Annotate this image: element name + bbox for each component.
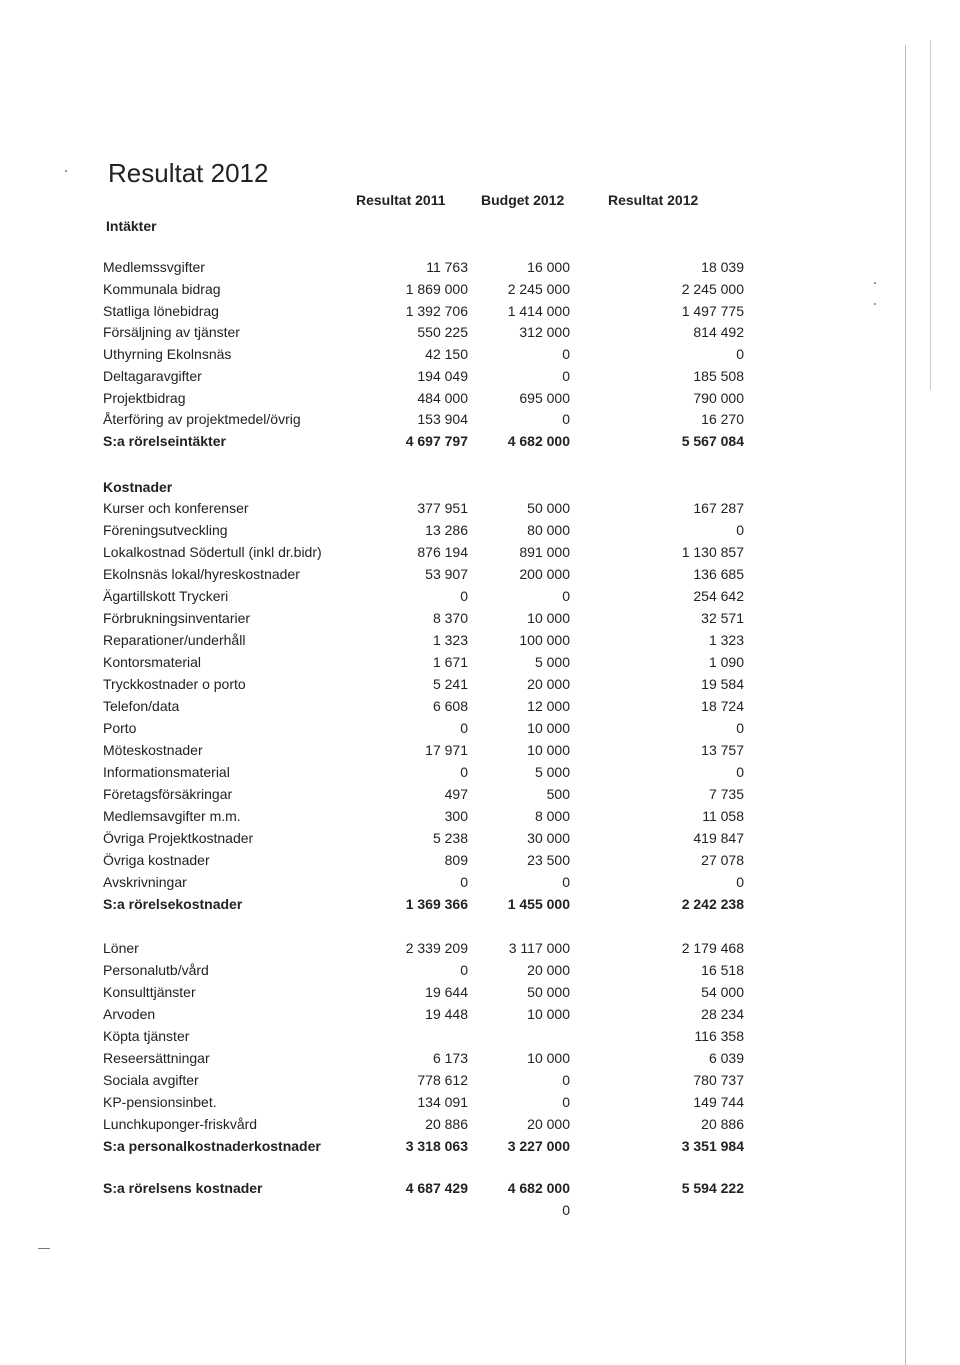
value-resultat-2012: 1 497 775 (681, 303, 744, 319)
value-resultat-2012: 28 234 (701, 1006, 744, 1022)
scan-speck (874, 282, 876, 284)
row-label: Möteskostnader (103, 742, 203, 758)
value-resultat-2011: 13 286 (425, 522, 468, 538)
table-row (0, 259, 960, 279)
value-budget-2012: 0 (562, 1094, 570, 1110)
value-resultat-2011: 497 (444, 786, 468, 802)
column-header-resultat-2012: Resultat 2012 (608, 192, 699, 208)
row-label: S:a personalkostnaderkostnader (103, 1138, 321, 1154)
row-label: Övriga kostnader (103, 852, 210, 868)
table-row (0, 1116, 960, 1136)
table-row (0, 1072, 960, 1092)
row-label: Avskrivningar (103, 874, 187, 890)
value-budget-2012: 1 455 000 (507, 896, 570, 912)
value-resultat-2012: 1 130 857 (681, 544, 744, 560)
table-row (0, 676, 960, 696)
value-resultat-2012: 3 351 984 (681, 1138, 744, 1154)
row-label: Medlemsavgifter m.m. (103, 808, 241, 824)
value-budget-2012: 1 414 000 (507, 303, 570, 319)
value-resultat-2011: 153 904 (417, 411, 468, 427)
value-resultat-2012: 6 039 (708, 1050, 744, 1066)
value-resultat-2012: 5 594 222 (681, 1180, 744, 1196)
value-resultat-2012: 5 567 084 (681, 433, 744, 449)
value-resultat-2012: 780 737 (693, 1072, 744, 1088)
value-resultat-2012: 1 090 (708, 654, 744, 670)
value-resultat-2011: 3 318 063 (405, 1138, 468, 1154)
value-resultat-2011: 0 (460, 588, 468, 604)
value-budget-2012: 20 000 (527, 1116, 570, 1132)
value-resultat-2011: 4 687 429 (405, 1180, 468, 1196)
value-resultat-2011: 6 608 (432, 698, 468, 714)
value-budget-2012: 16 000 (527, 259, 570, 275)
row-label: Informationsmaterial (103, 764, 230, 780)
value-resultat-2012: 254 642 (693, 588, 744, 604)
value-resultat-2012: 16 518 (701, 962, 744, 978)
table-row (0, 742, 960, 762)
value-resultat-2011: 42 150 (425, 346, 468, 362)
section-costs-label: Kostnader (103, 479, 173, 495)
row-label: Förbrukningsinventarier (103, 610, 251, 626)
value-resultat-2011: 1 323 (432, 632, 468, 648)
value-resultat-2011: 300 (444, 808, 468, 824)
value-resultat-2012: 136 685 (693, 566, 744, 582)
table-row (0, 346, 960, 366)
value-resultat-2011: 0 (460, 764, 468, 780)
value-resultat-2011: 53 907 (425, 566, 468, 582)
table-row (0, 411, 960, 431)
value-resultat-2012: 18 724 (701, 698, 744, 714)
table-row (0, 962, 960, 982)
table-row (0, 764, 960, 784)
value-budget-2012: 891 000 (519, 544, 570, 560)
row-label: Löner (103, 940, 139, 956)
value-resultat-2012: 419 847 (693, 830, 744, 846)
row-label: Telefon/data (103, 698, 180, 714)
value-budget-2012: 100 000 (519, 632, 570, 648)
row-label: Försäljning av tjänster (103, 324, 240, 340)
table-row (0, 303, 960, 323)
value-resultat-2011: 0 (460, 720, 468, 736)
value-resultat-2011: 8 370 (432, 610, 468, 626)
value-budget-2012: 0 (562, 411, 570, 427)
value-resultat-2012: 2 245 000 (681, 281, 744, 297)
scan-speck (65, 170, 67, 172)
row-label: S:a rörelsekostnader (103, 896, 243, 912)
value-budget-2012: 10 000 (527, 720, 570, 736)
value-resultat-2011: 6 173 (432, 1050, 468, 1066)
value-resultat-2012: 1 323 (708, 632, 744, 648)
row-label: Kommunala bidrag (103, 281, 221, 297)
value-budget-2012: 5 000 (534, 764, 570, 780)
row-label: Medlemssvgifter (103, 259, 205, 275)
row-label: Sociala avgifter (103, 1072, 199, 1088)
table-row (0, 1138, 960, 1158)
table-row (0, 544, 960, 564)
value-resultat-2012: 13 757 (701, 742, 744, 758)
value-resultat-2011: 1 392 706 (405, 303, 468, 319)
value-resultat-2012: 2 179 468 (681, 940, 744, 956)
value-budget-2012: 5 000 (534, 654, 570, 670)
value-resultat-2012: 32 571 (701, 610, 744, 626)
row-label: Arvoden (103, 1006, 156, 1022)
row-label: Personalutb/vård (103, 962, 209, 978)
table-row (0, 852, 960, 872)
value-budget-2012: 0 (562, 588, 570, 604)
value-budget-2012: 30 000 (527, 830, 570, 846)
table-row (0, 1050, 960, 1070)
value-resultat-2012: 0 (736, 764, 744, 780)
value-resultat-2011: 20 886 (425, 1116, 468, 1132)
value-resultat-2011: 809 (444, 852, 468, 868)
value-resultat-2012: 0 (736, 346, 744, 362)
value-resultat-2011: 19 644 (425, 984, 468, 1000)
value-resultat-2012: 27 078 (701, 852, 744, 868)
table-row (0, 984, 960, 1004)
value-resultat-2011: 4 697 797 (405, 433, 468, 449)
value-resultat-2011: 0 (460, 874, 468, 890)
row-label: KP-pensionsinbet. (103, 1094, 217, 1110)
table-row (0, 632, 960, 652)
value-resultat-2011: 5 238 (432, 830, 468, 846)
value-resultat-2012: 54 000 (701, 984, 744, 1000)
value-resultat-2012: 0 (736, 522, 744, 538)
table-row (0, 433, 960, 453)
value-budget-2012: 2 245 000 (507, 281, 570, 297)
value-budget-2012: 10 000 (527, 610, 570, 626)
scan-speck (38, 1248, 50, 1249)
value-resultat-2011: 484 000 (417, 390, 468, 406)
row-label: Kurser och konferenser (103, 500, 249, 516)
table-row (0, 566, 960, 586)
value-budget-2012: 0 (562, 874, 570, 890)
row-label: Reparationer/underhåll (103, 632, 246, 648)
row-label: Reseersättningar (103, 1050, 210, 1066)
value-resultat-2012: 7 735 (708, 786, 744, 802)
value-budget-2012: 50 000 (527, 500, 570, 516)
value-budget-2012: 23 500 (527, 852, 570, 868)
value-budget-2012: 10 000 (527, 1006, 570, 1022)
row-label: Konsulttjänster (103, 984, 196, 1000)
column-header-budget-2012: Budget 2012 (481, 192, 565, 208)
value-resultat-2012: 20 886 (701, 1116, 744, 1132)
value-resultat-2012: 185 508 (693, 368, 744, 384)
value-budget-2012: 200 000 (519, 566, 570, 582)
table-row (0, 720, 960, 740)
value-budget-2012: 0 (562, 1072, 570, 1088)
row-label: Deltagaravgifter (103, 368, 202, 384)
total-row (0, 1180, 960, 1200)
value-resultat-2012: 790 000 (693, 390, 744, 406)
table-row (0, 786, 960, 806)
table-row (0, 522, 960, 542)
value-resultat-2011: 778 612 (417, 1072, 468, 1088)
page-title: Resultat 2012 (108, 158, 269, 188)
row-label: Återföring av projektmedel/övrig (103, 411, 301, 427)
value-resultat-2011: 550 225 (417, 324, 468, 340)
row-label: Statliga lönebidrag (103, 303, 219, 319)
table-row (0, 390, 960, 410)
value-budget-2012: 8 000 (534, 808, 570, 824)
value-resultat-2011: 17 971 (425, 742, 468, 758)
value-resultat-2012: 149 744 (693, 1094, 744, 1110)
total-extra-value: 0 (562, 1202, 570, 1218)
value-resultat-2012: 0 (736, 720, 744, 736)
value-resultat-2012: 11 058 (702, 808, 744, 824)
value-budget-2012: 10 000 (527, 1050, 570, 1066)
table-row (0, 368, 960, 388)
table-row (0, 830, 960, 850)
scan-edge-line (930, 40, 931, 390)
row-label: Lunchkuponger-friskvård (103, 1116, 258, 1132)
row-label: Lokalkostnad Södertull (inkl dr.bidr) (103, 544, 322, 560)
value-resultat-2011: 377 951 (417, 500, 468, 516)
row-label: Tryckkostnader o porto (103, 676, 246, 692)
value-resultat-2012: 116 358 (694, 1028, 744, 1044)
value-budget-2012: 312 000 (519, 324, 570, 340)
value-budget-2012: 50 000 (527, 984, 570, 1000)
row-label: Köpta tjänster (103, 1028, 190, 1044)
row-label: S:a rörelsens kostnader (103, 1180, 263, 1196)
value-budget-2012: 80 000 (527, 522, 570, 538)
value-resultat-2012: 2 242 238 (681, 896, 744, 912)
value-resultat-2011: 1 369 366 (405, 896, 468, 912)
row-label: Uthyrning Ekolnsnäs (103, 346, 232, 362)
value-budget-2012: 20 000 (527, 962, 570, 978)
row-label: Övriga Projektkostnader (103, 830, 254, 846)
value-budget-2012: 3 227 000 (507, 1138, 570, 1154)
table-row (0, 281, 960, 301)
table-row (0, 940, 960, 960)
table-row (0, 1094, 960, 1114)
scan-edge-line (905, 45, 906, 1365)
value-budget-2012: 695 000 (519, 390, 570, 406)
value-resultat-2011: 1 671 (432, 654, 468, 670)
value-resultat-2011: 194 049 (417, 368, 468, 384)
row-label: S:a rörelseintäkter (103, 433, 226, 449)
value-resultat-2011: 0 (460, 962, 468, 978)
table-row (0, 1028, 960, 1048)
value-budget-2012: 12 000 (527, 698, 570, 714)
table-row (0, 654, 960, 674)
value-resultat-2011: 876 194 (417, 544, 468, 560)
value-budget-2012: 0 (562, 346, 570, 362)
row-label: Företagsförsäkringar (103, 786, 233, 802)
value-resultat-2012: 19 584 (701, 676, 744, 692)
value-resultat-2011: 19 448 (425, 1006, 468, 1022)
value-resultat-2012: 814 492 (693, 324, 744, 340)
scan-speck (874, 303, 876, 305)
table-row (0, 324, 960, 344)
row-label: Ekolnsnäs lokal/hyreskostnader (103, 566, 300, 582)
value-budget-2012: 0 (562, 368, 570, 384)
table-row (0, 874, 960, 894)
table-row (0, 588, 960, 608)
row-label: Föreningsutveckling (103, 522, 228, 538)
value-resultat-2012: 18 039 (701, 259, 744, 275)
value-budget-2012: 4 682 000 (507, 1180, 570, 1196)
row-label: Porto (103, 720, 137, 736)
table-row (0, 896, 960, 916)
value-resultat-2012: 16 270 (701, 411, 744, 427)
column-header-resultat-2011: Resultat 2011 (356, 192, 446, 208)
value-budget-2012: 4 682 000 (507, 433, 570, 449)
value-budget-2012: 3 117 000 (508, 940, 570, 956)
value-budget-2012: 20 000 (527, 676, 570, 692)
value-resultat-2012: 167 287 (693, 500, 744, 516)
table-row (0, 500, 960, 520)
table-row (0, 698, 960, 718)
table-row (0, 610, 960, 630)
row-label: Kontorsmaterial (103, 654, 202, 670)
value-resultat-2011: 134 091 (417, 1094, 468, 1110)
value-resultat-2011: 5 241 (432, 676, 468, 692)
row-label: Ägartillskott Tryckeri (103, 588, 229, 604)
value-budget-2012: 500 (546, 786, 570, 802)
value-resultat-2011: 11 763 (426, 259, 468, 275)
value-budget-2012: 10 000 (527, 742, 570, 758)
row-label: Projektbidrag (103, 390, 186, 406)
table-row (0, 808, 960, 828)
value-resultat-2011: 1 869 000 (405, 281, 468, 297)
value-resultat-2011: 2 339 209 (405, 940, 468, 956)
section-income-label: Intäkter (106, 218, 157, 234)
table-row (0, 1006, 960, 1026)
value-resultat-2012: 0 (736, 874, 744, 890)
